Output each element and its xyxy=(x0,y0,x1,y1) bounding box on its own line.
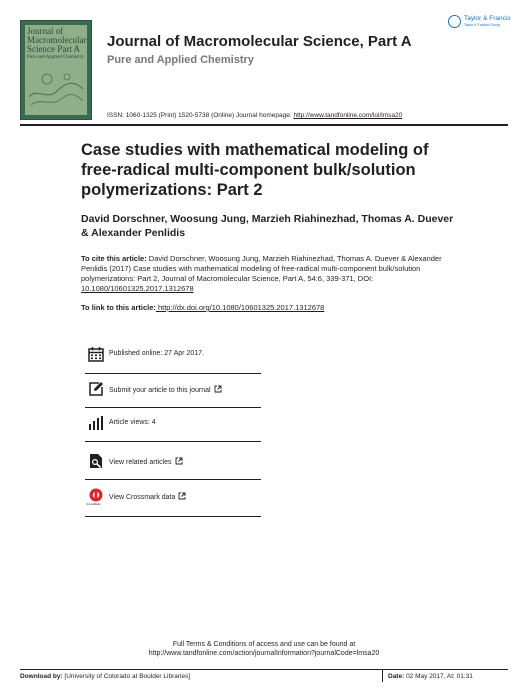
article-authors: David Dorschner, Woosung Jung, Marzieh Riahinezhad, Thomas A. Duever & Alexander Penlidis xyxy=(81,213,454,239)
date-value: 02 May 2017, At: 01:31 xyxy=(404,673,473,680)
footer-separator xyxy=(382,670,383,682)
publisher-tagline: Taylor & Francis Group xyxy=(464,23,500,27)
published-online-item xyxy=(85,343,261,367)
crossmark-item[interactable] xyxy=(85,485,261,509)
date-label: Date: xyxy=(388,673,405,680)
publisher-name: Taylor & Francis xyxy=(464,15,511,22)
bar-chart-icon xyxy=(88,415,104,431)
download-value: [University of Colorado at Boulder Libraries] xyxy=(62,673,191,680)
citation-label: To cite this article: xyxy=(81,254,147,263)
footer-divider xyxy=(20,669,508,670)
related-articles-item[interactable] xyxy=(85,450,261,474)
issn-text: ISSN: 1060-1325 (Print) 1520-5738 (Online) Journal homepage: xyxy=(107,112,294,119)
item-divider xyxy=(85,479,261,480)
cover-title: Journal of Macromolecular Science Part A xyxy=(27,26,87,54)
issn-line xyxy=(107,112,402,119)
journal-title[interactable]: Journal of Macromolecular Science, Part A xyxy=(107,33,412,50)
submit-article-item[interactable] xyxy=(85,378,261,402)
download-info xyxy=(20,673,190,680)
item-divider xyxy=(85,441,261,442)
calendar-icon xyxy=(88,346,104,362)
journal-subtitle: Pure and Applied Chemistry xyxy=(107,54,254,66)
crossmark-caption: CrossMark xyxy=(86,502,101,506)
search-document-icon xyxy=(88,453,104,469)
submit-article-text-wrap xyxy=(109,385,222,394)
article-views-item xyxy=(85,412,261,436)
publisher-logo xyxy=(448,14,511,32)
published-online-label: Published online: 27 Apr 2017. xyxy=(109,350,204,357)
external-link-icon xyxy=(178,492,186,500)
cover-subtitle: Pure and Applied Chemistry xyxy=(27,55,84,60)
article-title: Case studies with mathematical modeling of free-radical multi-component bulk/solution polymerizations: Part 2 xyxy=(81,141,429,199)
terms-url[interactable]: http://www.tandfonline.com/action/journalInformation?journalCode=lmsa20 xyxy=(148,650,380,657)
crossmark-text-wrap xyxy=(109,492,186,501)
edit-icon xyxy=(88,381,104,397)
external-link-icon xyxy=(175,457,183,465)
link-line xyxy=(81,303,324,312)
download-date xyxy=(388,673,473,680)
item-divider xyxy=(85,373,261,374)
submit-article-label[interactable]: Submit your article to this journal xyxy=(109,387,211,394)
item-divider xyxy=(85,407,261,408)
citation-block xyxy=(81,254,451,294)
download-label: Download by: xyxy=(20,673,63,680)
item-divider xyxy=(85,516,261,517)
related-articles-text-wrap xyxy=(109,457,183,466)
header-divider xyxy=(20,124,508,126)
article-views-label: Article views: 4 xyxy=(109,419,156,426)
crossmark-label[interactable]: View Crossmark data xyxy=(109,494,176,501)
link-label: To link to this article: xyxy=(81,303,156,312)
external-link-icon xyxy=(214,385,222,393)
terms-notice xyxy=(0,640,528,658)
terms-line-1: Full Terms & Conditions of access and use can be found at xyxy=(172,641,356,648)
journal-cover-image xyxy=(20,20,92,120)
publisher-logo-icon xyxy=(448,15,461,28)
citation-doi-link[interactable]: 10.1080/10601325.2017.1312678 xyxy=(81,284,194,293)
citation-text: David Dorschner, Woosung Jung, Marzieh Riahinezhad, Thomas A. Duever & Alexander Penlidis (2017) Case studies with mathematical modeling of free-radical multi-component bulk/solution polymerizations: Part 2, Journal of Macromolecular Science, Part A, 54:6, 339-371, DOI: xyxy=(81,254,442,283)
article-doi-link[interactable]: http://dx.doi.org/10.1080/10601325.2017.1312678 xyxy=(155,303,325,312)
related-articles-label[interactable]: View related articles xyxy=(109,459,172,466)
cover-illustration xyxy=(27,67,85,111)
journal-homepage-link[interactable]: http://www.tandfonline.com/loi/lmsa20 xyxy=(293,112,403,119)
